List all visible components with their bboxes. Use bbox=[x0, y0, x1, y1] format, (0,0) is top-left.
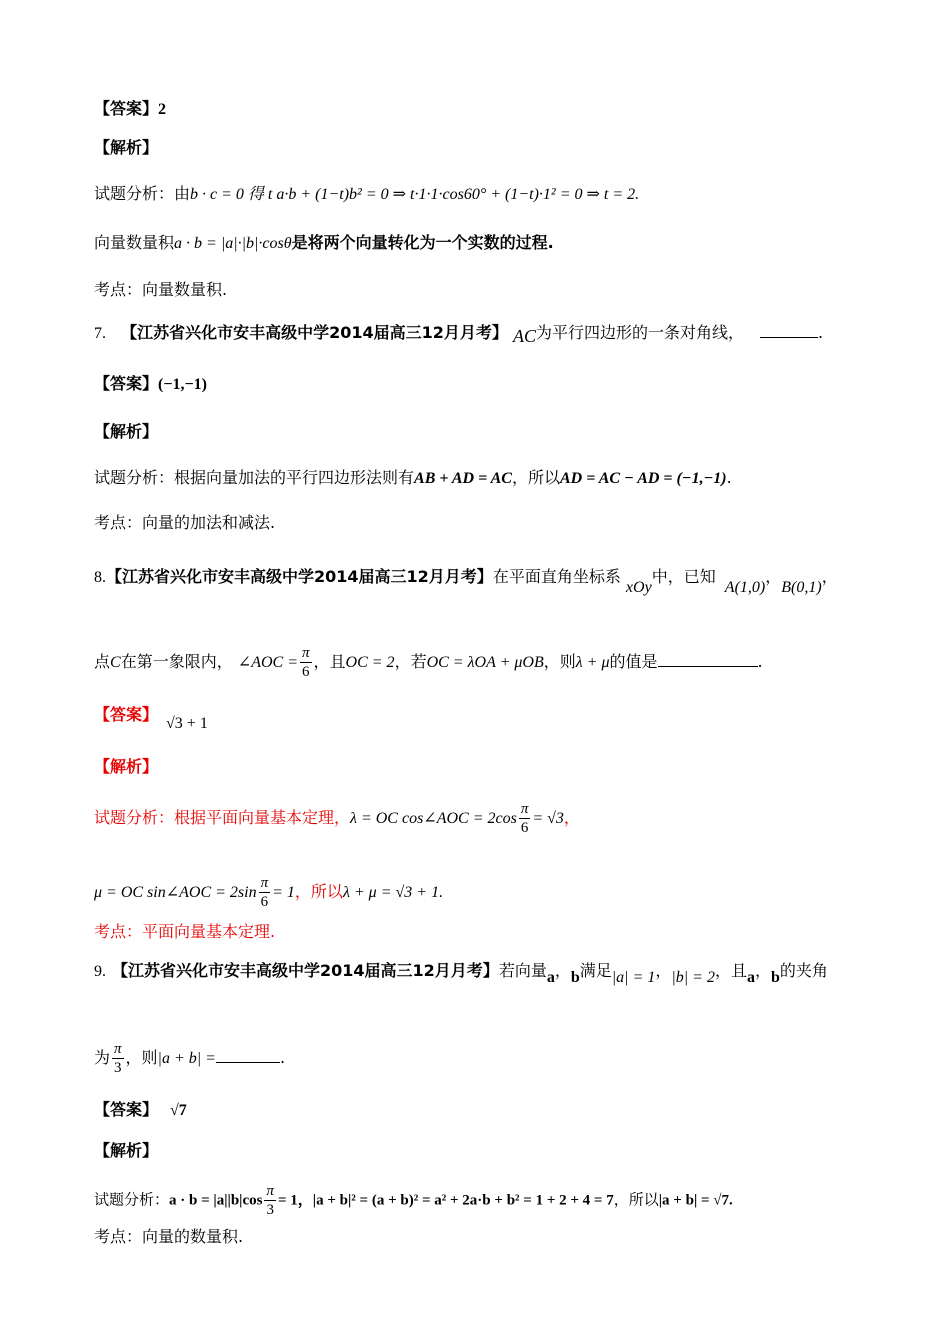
vector-b: b bbox=[570, 969, 580, 986]
note-expression: a · b = |a|·|b|·cosθ bbox=[174, 235, 292, 252]
answer-value: (−1,−1) bbox=[158, 376, 207, 393]
question-source: 【江苏省兴化市安丰高级中学2014届高三12月月考】 bbox=[121, 323, 508, 342]
answer-value: 2 bbox=[158, 101, 167, 118]
answer-label: 【答案】 bbox=[94, 705, 159, 724]
q7-analysis-line: 试题分析：根据向量加法的平行四边形法则有AB + AD = AC，所以AD = AC − AD = (−1,−1). bbox=[94, 468, 732, 487]
stem-text-1: 在平面直角坐标系 bbox=[492, 567, 621, 586]
answer-value: √7 bbox=[170, 1102, 187, 1119]
analysis-prefix: 试题分析： bbox=[94, 1190, 170, 1209]
q6-note-line bbox=[94, 232, 554, 255]
stem-text-7: 的值是 bbox=[609, 652, 658, 671]
coordinate-system: xOy bbox=[625, 579, 652, 596]
q9-analysis-line bbox=[94, 1182, 733, 1219]
stem-text-6: ，则 bbox=[125, 1048, 158, 1067]
stem-text-3: ，且 bbox=[714, 961, 747, 980]
q8-stem-line-2: 点C在第一象限内， ∠AOC = $\frac{\pi}{6}$ ，且OC = 2，若OC = λOA + μOB，则λ + μ的值是 . bbox=[94, 645, 763, 680]
q9-kaodian: 考点：向量的数量积. bbox=[94, 1227, 244, 1246]
analysis-expression-3: |a + b| = √7. bbox=[658, 1192, 733, 1209]
oc-length: OC = 2 bbox=[345, 654, 395, 671]
note-suffix: 是将两个向量转化为一个实数的过程. bbox=[291, 233, 554, 252]
fraction-pi-over-6: $\frac{\pi}{6}$ bbox=[302, 645, 310, 680]
stem-text-4: 的夹角 bbox=[779, 961, 828, 980]
analysis-expression-1: AB + AD = AC bbox=[414, 470, 512, 487]
lambda-expression: λ = OC cos∠AOC = 2cos bbox=[350, 810, 517, 827]
vector-combination: OC = λOA + μOB bbox=[426, 654, 544, 671]
analysis-expression-2: ，|a + b|² = (a + b)² = a² + 2a·b + b² = 1 + 2 + 4 = 7 bbox=[297, 1192, 614, 1209]
stem-text: 为平行四边形 bbox=[536, 323, 633, 342]
analysis-expression-2: AD = AC − AD = (−1,−1) bbox=[560, 470, 727, 487]
abs-a: |a| = 1 bbox=[611, 969, 656, 986]
q8-analysis-label: 【解析】 bbox=[94, 757, 159, 776]
q7-stem: 7. 【江苏省兴化市安丰高级中学2014届高三12月月考】 AC为平行四边形的一条对角线， . bbox=[94, 323, 824, 346]
q7-kaodian: 考点：向量的加法和减法. bbox=[94, 513, 276, 532]
q6-answer-line bbox=[94, 98, 166, 121]
analysis-expression-1: a · b = |a||b|cos bbox=[169, 1192, 263, 1209]
answer-label: 【答案】 bbox=[94, 99, 159, 118]
note-prefix: 向量数量积 bbox=[94, 233, 175, 252]
fraction-pi-over-6: $\frac{\pi}{6}$ bbox=[260, 875, 269, 910]
question-number: 8. bbox=[94, 569, 106, 586]
point-c: C bbox=[110, 654, 121, 671]
question-number: 9. bbox=[94, 963, 106, 980]
q9-stem-line-1: 9. 【江苏省兴化市安丰高级中学2014届高三12月月考】若向量a，b满足|a| = 1，|b| = 2，且a，b的夹角 bbox=[94, 961, 828, 986]
q9-answer-line bbox=[94, 1099, 187, 1122]
q7-answer-line bbox=[94, 373, 207, 396]
q8-answer-line bbox=[94, 704, 208, 732]
fraction-pi-over-3: $\frac{\pi}{3}$ bbox=[114, 1041, 122, 1076]
stem-text-2: 中，已知 bbox=[651, 567, 716, 586]
final-result: λ + μ = √3 + 1. bbox=[342, 884, 444, 901]
q8-analysis-line-1: 试题分析：根据平面向量基本定理，λ = OC cos∠AOC = 2cos $\frac{\pi}{6}$ = √3， bbox=[94, 801, 580, 836]
answer-blank bbox=[760, 323, 818, 338]
q6-kaodian: 考点：向量数量积. bbox=[94, 280, 228, 299]
lambda-result: = √3 bbox=[532, 810, 564, 827]
stem-tail: 的一条对角线， bbox=[632, 323, 745, 342]
analysis-prefix: 试题分析：由 bbox=[94, 184, 191, 203]
vector-a: a bbox=[546, 969, 555, 986]
analysis-prefix: 试题分析：根据向量加法的平行四边形法则有 bbox=[94, 468, 415, 487]
stem-text-5: 为 bbox=[94, 1048, 111, 1067]
fraction-pi-over-3: $\frac{\pi}{3}$ bbox=[266, 1183, 274, 1218]
analysis-expression: b · c = 0 得 t a·b + (1−t)b² = 0 ⇒ t·1·1·cos60° + (1−t)·1² = 0 ⇒ t = 2. bbox=[190, 186, 640, 203]
q8-stem-line-1: 8.【江苏省兴化市安丰高级中学2014届高三12月月考】在平面直角坐标系 xOy中，已知 A(1,0)，B(0,1)， bbox=[94, 567, 838, 596]
target-expression: |a + b| = bbox=[157, 1050, 216, 1067]
q8-analysis-line-2 bbox=[94, 874, 443, 911]
analysis-mid: ，所以 bbox=[511, 468, 560, 487]
point-a: A(1,0) bbox=[724, 579, 766, 596]
question-source: 【江苏省兴化市安丰高级中学2014届高三12月月考】 bbox=[112, 961, 499, 980]
analysis-prefix-3: ，所以 bbox=[613, 1190, 659, 1209]
mu-result: = 1 bbox=[272, 884, 295, 901]
q9-stem-line-2: 为 $\frac{\pi}{3}$ ，则|a + b| = . bbox=[94, 1041, 286, 1076]
stem-text-6: ，则 bbox=[543, 652, 576, 671]
mu-expression: μ = OC sin∠AOC = 2sin bbox=[94, 884, 257, 901]
angle-aoc: ∠AOC = bbox=[237, 654, 298, 671]
analysis-prefix: 试题分析：根据平面向量基本定理， bbox=[94, 808, 351, 827]
fraction-pi-over-6: $\frac{\pi}{6}$ bbox=[520, 801, 529, 836]
stem-text-5: ，若 bbox=[394, 652, 427, 671]
question-number: 7. bbox=[94, 325, 106, 342]
answer-label: 【答案】 bbox=[94, 374, 159, 393]
question-source: 【江苏省兴化市安丰高级中学2014届高三12月月考】 bbox=[106, 567, 493, 586]
answer-label: 【答案】 bbox=[94, 1100, 159, 1119]
diagonal-ac: AC bbox=[513, 326, 537, 346]
analysis-result-1: = 1 bbox=[277, 1192, 298, 1209]
stem-text-1: 若向量 bbox=[498, 961, 547, 980]
q8-kaodian: 考点：平面向量基本定理. bbox=[94, 922, 276, 941]
stem-text-2: 满足 bbox=[579, 961, 612, 980]
q6-analysis-line bbox=[94, 183, 639, 206]
mu-suffix: ，所以 bbox=[294, 882, 343, 901]
stem-text-4: ，且 bbox=[313, 652, 346, 671]
q9-analysis-label: 【解析】 bbox=[94, 1141, 159, 1160]
answer-blank bbox=[216, 1048, 280, 1063]
lambda-plus-mu: λ + μ bbox=[575, 654, 610, 671]
abs-b: |b| = 2 bbox=[671, 969, 715, 986]
stem-text-3a: 点 bbox=[94, 652, 111, 671]
point-b: B(0,1) bbox=[781, 579, 822, 596]
answer-blank bbox=[658, 652, 758, 667]
q7-analysis-label: 【解析】 bbox=[94, 422, 159, 441]
answer-value: √3 + 1 bbox=[166, 715, 208, 732]
stem-text-3b: 在第一象限内， bbox=[120, 652, 233, 671]
q6-analysis-label: 【解析】 bbox=[94, 138, 159, 157]
